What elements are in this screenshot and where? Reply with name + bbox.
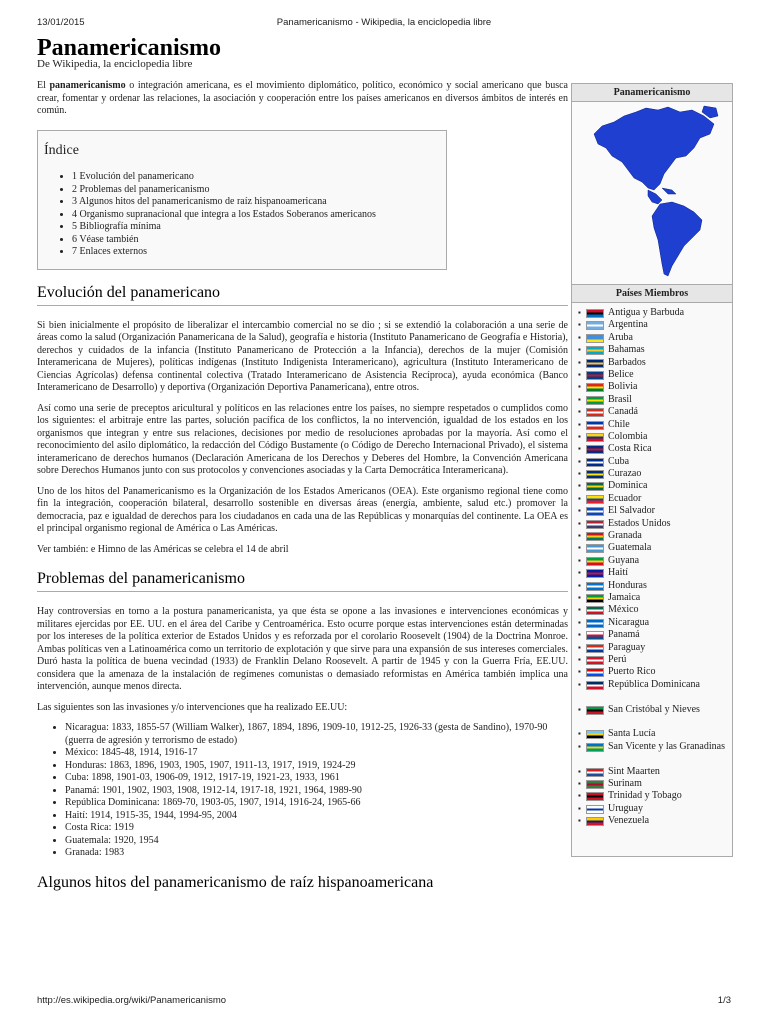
member-country[interactable] <box>578 344 726 356</box>
toc-item[interactable]: • 7 Enlaces externos <box>72 246 436 259</box>
member-country[interactable] <box>578 629 726 641</box>
table-of-contents <box>37 130 447 270</box>
member-country[interactable] <box>578 431 726 443</box>
flag-icon <box>586 557 604 566</box>
member-country-name: Sint Maarten <box>608 765 660 777</box>
member-country-name: Cuba <box>608 455 630 467</box>
member-country[interactable] <box>578 704 726 729</box>
intervention-item: • Guatemala: 1920, 1954 <box>65 835 568 848</box>
flag-icon <box>586 768 604 777</box>
member-country[interactable] <box>578 666 726 678</box>
section-heading-problemas: Problemas del panamericanismo <box>37 570 568 592</box>
flag-icon <box>586 606 604 615</box>
flag-icon <box>586 433 604 442</box>
member-country-name: Honduras <box>608 579 647 591</box>
flag-icon <box>586 520 604 529</box>
member-country[interactable] <box>578 580 726 592</box>
member-country-name: San Vicente y las Granadinas <box>608 740 725 752</box>
problemas-paragraph-1: Hay controversias en torno a la postura panamericanista, ya que ésta se opone a las invasiones e intervenciones económicas y militares ejercidas por EE. UU. en el área del Caribe y Centroamérica. Esto ocurre porque estas intervenciones están determinadas por los intereses de la política exterior de Estados Unidos y es reforzada por el corolario Roosevelt (1904) de la Doctrina Monroe. Ambas políticas ven a Latinoamérica como un territorio de explotación y que sirve para una expansión de sus intereses comerciales. Duró hasta la política de buena vecindad (1933) de Franklin Delano Roosevelt. A partir de 1945 y con la Guerra Fría, EE.UU. considera que la amenaza de la instalación de regímenes comunistas o demasiado reformistas en América también implica una intervención, aunque menos directa. <box>37 606 568 692</box>
print-footer <box>0 995 768 1009</box>
print-date: 13/01/2015 <box>37 17 85 28</box>
member-country[interactable] <box>578 741 726 766</box>
member-country-name: Ecuador <box>608 492 642 504</box>
flag-icon <box>586 321 604 330</box>
intervention-item: • Nicaragua: 1833, 1855-57 (William Walker), 1867, 1894, 1896, 1909-10, 1912-25, 1926-33 (gesta de Sandino), 1970-90 (guerra de agresión y terrorismo de estado) <box>65 722 568 747</box>
member-country[interactable] <box>578 332 726 344</box>
member-country[interactable] <box>578 766 726 778</box>
evolucion-paragraph-3: Uno de los hitos del Panamericanismo es la Organización de los Estados Americanos (OEA). Este organismo regional tiene como fin la integración, cooperación bilateral, desarrollo sostenible en diversas áreas (energía, ambiente, salud etc.) promover la democracia, paz e igualdad de derechos para los ciudadanos en cada una de las Repúblicas y monarquías del continente. La OEA es el principal organismo regional de América o Las Américas. <box>37 485 568 534</box>
flag-icon <box>586 359 604 368</box>
member-country[interactable] <box>578 357 726 369</box>
flag-icon <box>586 458 604 467</box>
flag-icon <box>586 730 604 739</box>
article-content <box>37 80 568 909</box>
member-country-name: Paraguay <box>608 641 646 653</box>
intervention-item: • Costa Rica: 1919 <box>65 822 568 835</box>
member-country-name: Surinam <box>608 777 642 789</box>
member-country-name: México <box>608 604 639 616</box>
member-country[interactable] <box>578 790 726 802</box>
members-title: Países Miembros <box>572 285 732 303</box>
member-country[interactable] <box>578 493 726 505</box>
flag-icon <box>586 334 604 343</box>
flag-icon <box>586 619 604 628</box>
print-page-number: 1/3 <box>717 995 731 1006</box>
toc-item[interactable]: • 4 Organismo supranacional que integra a los Estados Soberanos americanos <box>72 209 436 222</box>
member-country-name: Colombia <box>608 430 648 442</box>
americas-map[interactable] <box>572 102 732 285</box>
flag-icon <box>586 544 604 553</box>
see-also-note: Ver también: e Himno de las Américas se celebra el 14 de abril <box>37 543 289 555</box>
flag-icon <box>586 309 604 318</box>
member-country[interactable] <box>578 592 726 604</box>
member-country-name: El Salvador <box>608 505 655 517</box>
member-country-name: Chile <box>608 418 630 430</box>
member-country-name: Bolivia <box>608 381 638 393</box>
flag-icon <box>586 668 604 677</box>
member-country-name: Bahamas <box>608 344 645 356</box>
member-country-name: Panamá <box>608 629 640 641</box>
member-country[interactable] <box>578 369 726 381</box>
flag-icon <box>586 383 604 392</box>
flag-icon <box>586 445 604 454</box>
member-country[interactable] <box>578 679 726 704</box>
toc-title: Índice <box>44 142 79 158</box>
member-country-name: Belice <box>608 368 634 380</box>
interventions-list <box>37 722 568 860</box>
member-country[interactable] <box>578 567 726 579</box>
member-country-name: Aruba <box>608 331 633 343</box>
member-country[interactable] <box>578 480 726 492</box>
member-country[interactable] <box>578 307 726 319</box>
flag-icon <box>586 631 604 640</box>
flag-icon <box>586 371 604 380</box>
member-country[interactable] <box>578 654 726 666</box>
article-title: Panamericanismo <box>37 35 221 61</box>
member-country[interactable] <box>578 728 726 740</box>
member-country[interactable] <box>578 542 726 554</box>
member-country[interactable] <box>578 319 726 331</box>
member-country[interactable] <box>578 505 726 517</box>
member-country[interactable] <box>578 406 726 418</box>
member-country[interactable] <box>578 443 726 455</box>
evolucion-paragraph-2: Así como una serie de preceptos aricultural y políticos en las relaciones entre los países, no siempre respetados o cumplidos como los siguientes: el arbitraje entre las partes, solución pacífica de los conflictos, la no intervención, igualdad de los estados en los organismos que integran y entre sus relaciones, decisiones por medio de resoluciones aprobadas por la mayoría. Así como el reconocimiento del asilo diplomático, la redacción del Código Bustamente (o Código de Derecho Internacional Privado), el sistema interamericano de derechos humanos (Declaración Americana de los Derechos y Deberes del Hombre, la Convención Americana sobre Derechos Humanos junto con sus protocolos y convenciones asociadas y la Carta Democrática Interamericana). <box>37 402 568 476</box>
member-country-name: San Cristóbal y Nieves <box>608 703 700 715</box>
member-country-name: Nicaragua <box>608 616 650 628</box>
article-tagline: De Wikipedia, la enciclopedia libre <box>37 58 193 70</box>
member-country-name: Santa Lucía <box>608 728 656 740</box>
flag-icon <box>586 507 604 516</box>
flag-icon <box>586 532 604 541</box>
member-country[interactable] <box>578 778 726 790</box>
member-country-name: Venezuela <box>608 815 650 827</box>
flag-icon <box>586 408 604 417</box>
intervention-item: • Cuba: 1898, 1901-03, 1906-09, 1912, 1917-19, 1921-23, 1933, 1961 <box>65 772 568 785</box>
member-country-name: Estados Unidos <box>608 517 671 529</box>
problemas-paragraph-2: Las siguientes son las invasiones y/o intervenciones que ha realizado EE.UU: <box>37 701 348 713</box>
member-country-name: Jamaica <box>608 591 641 603</box>
member-country[interactable] <box>578 803 726 815</box>
member-country-name: Argentina <box>608 319 648 331</box>
flag-icon <box>586 346 604 355</box>
flag-icon <box>586 743 604 752</box>
flag-icon <box>586 569 604 578</box>
flag-icon <box>586 495 604 504</box>
member-country[interactable] <box>578 642 726 654</box>
flag-icon <box>586 805 604 814</box>
intro-bold-term: panamericanismo <box>49 80 126 91</box>
print-url: http://es.wikipedia.org/wiki/Panamericanismo <box>37 995 227 1006</box>
infobox <box>571 83 733 857</box>
member-country[interactable] <box>578 381 726 393</box>
evolucion-paragraph-1: Si bien inicialmente el propósito de liberalizar el intercambio comercial no se dio ; si se extendió la colaboración a una serie de áreas como la salud (Organización Panamericana de la Salud), geografía e historia (Instituto Panamericano de Geografía e Historia), derechos y cuidados de la infancia (Instituto Panamericano de Protección a la Infancia), derechos de la mujer (Comisión Interamericana de Mujeres), políticas indígenas (Instituto Indigenista Interamericano), agricultura (Instituto Interamericano de Ciencias Agrícolas) defensa continental colectiva (Tratado Interamericano de Asistencia Recíproca), ayuda económica (Banco Interamericano de Desarrollo) y deportiva (Organización Deportiva Panamericana), entre otros. <box>37 319 568 393</box>
member-country[interactable] <box>578 518 726 530</box>
flag-icon <box>586 421 604 430</box>
intervention-item: • Honduras: 1863, 1896, 1903, 1905, 1907, 1911-13, 1917, 1919, 1924-29 <box>65 760 568 773</box>
flag-icon <box>586 470 604 479</box>
members-list <box>572 303 732 827</box>
member-country-name: República Dominicana <box>608 678 700 690</box>
toc-item[interactable]: • 3 Algunos hitos del panamericanismo de raíz hispanoamericana <box>72 196 436 209</box>
member-country-name: Perú <box>608 653 627 665</box>
print-page-title: Panamericanismo - Wikipedia, la enciclopedia libre <box>276 17 492 28</box>
member-country-name: Uruguay <box>608 802 643 814</box>
member-country[interactable] <box>578 815 726 827</box>
flag-icon <box>586 396 604 405</box>
flag-icon <box>586 780 604 789</box>
member-country[interactable] <box>578 604 726 616</box>
flag-icon <box>586 644 604 653</box>
member-country-name: Brasil <box>608 393 632 405</box>
member-country-name: Haití <box>608 567 628 579</box>
member-country-name: Guyana <box>608 554 640 566</box>
intervention-item: • Haití: 1914, 1915-35, 1944, 1994-95, 2004 <box>65 810 568 823</box>
member-country-name: Antigua y Barbuda <box>608 307 685 318</box>
toc-item[interactable]: • 2 Problemas del panamericanismo <box>72 184 436 197</box>
infobox-title: Panamericanismo <box>572 84 732 102</box>
member-country[interactable] <box>578 468 726 480</box>
intervention-item: • México: 1845-48, 1914, 1916-17 <box>65 747 568 760</box>
member-country-name: Puerto Rico <box>608 666 656 678</box>
toc-item[interactable]: • 6 Véase también <box>72 234 436 247</box>
toc-item[interactable]: • 5 Bibliografía mínima <box>72 221 436 234</box>
print-header <box>0 17 768 31</box>
member-country-name: Granada <box>608 530 642 542</box>
flag-icon <box>586 706 604 715</box>
intervention-item: • Granada: 1983 <box>65 847 568 860</box>
intro-paragraph: El panamericanismo o integración americana, es el movimiento diplomático, político, económico y social americano que busca crear, fomentar y ordenar las relaciones, la asociación y cooperación entre los países americanos en diversos ámbitos de interés en común. <box>37 80 568 116</box>
member-country-name: Dominica <box>608 480 648 492</box>
member-country[interactable] <box>578 456 726 468</box>
toc-item[interactable]: • 1 Evolución del panamericano <box>72 171 436 184</box>
member-country-name: Guatemala <box>608 542 652 554</box>
americas-map-image <box>576 104 726 282</box>
intervention-item: • República Dominicana: 1869-70, 1903-05, 1907, 1914, 1916-24, 1965-66 <box>65 797 568 810</box>
member-country[interactable] <box>578 555 726 567</box>
flag-icon <box>586 792 604 801</box>
flag-icon <box>586 656 604 665</box>
flag-icon <box>586 594 604 603</box>
member-country[interactable] <box>578 530 726 542</box>
member-country-name: Trinidad y Tobago <box>608 790 682 802</box>
member-country[interactable] <box>578 419 726 431</box>
member-country[interactable] <box>578 394 726 406</box>
member-country-name: Costa Rica <box>608 443 652 455</box>
flag-icon <box>586 582 604 591</box>
flag-icon <box>586 482 604 491</box>
member-country-name: Curazao <box>608 468 642 480</box>
section-heading-evolucion: Evolución del panamericano <box>37 284 568 306</box>
intervention-item: • Panamá: 1901, 1902, 1903, 1908, 1912-14, 1917-18, 1921, 1964, 1989-90 <box>65 785 568 798</box>
member-country-name: Canadá <box>608 406 638 418</box>
member-country[interactable] <box>578 617 726 629</box>
member-country-name: Barbados <box>608 356 646 368</box>
section-heading-hitos: Algunos hitos del panamericanismo de raíz hispanoamericana <box>37 873 434 891</box>
flag-icon <box>586 817 604 826</box>
flag-icon <box>586 681 604 690</box>
toc-list <box>44 171 436 259</box>
